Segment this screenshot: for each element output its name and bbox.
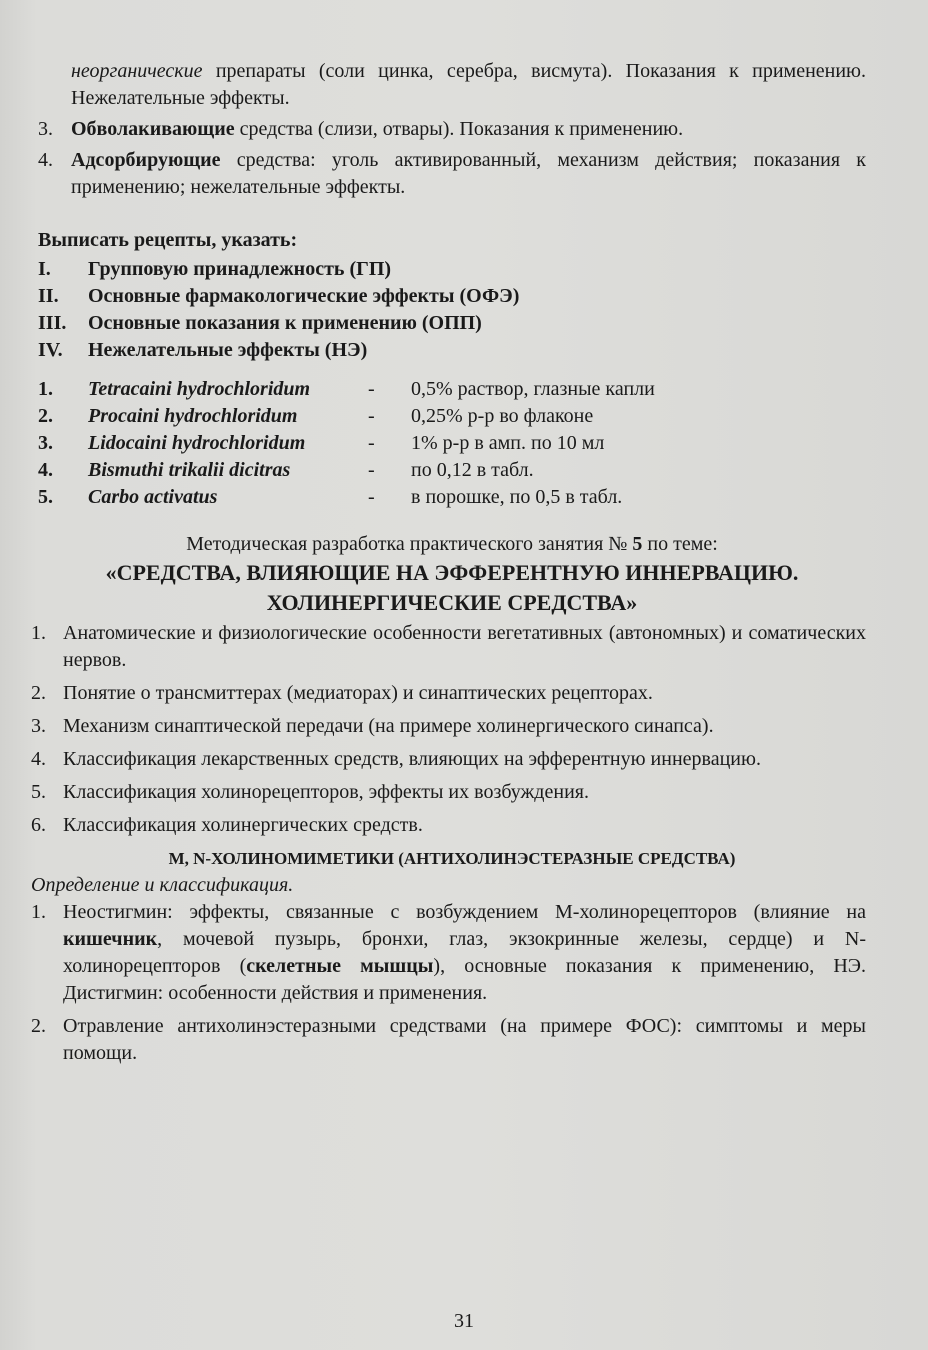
lesson-intro: Методическая разработка практического занятия № 5 по теме:	[186, 533, 718, 555]
point-item: 2. Отравление антихолинэстеразными средствами (на примере ФОС): симптомы и меры помощи.	[31, 1015, 866, 1064]
intro-text: препараты (соли цинка, серебра, висмута). Показания к применению. Нежелательные эффекты.	[71, 60, 866, 109]
item-bold: Обволакивающие	[71, 118, 235, 140]
list-item-4	[38, 147, 866, 201]
question-item: 2. Понятие о трансмиттерах (медиаторах) и синаптических рецепторах.	[31, 682, 653, 704]
item-text: средства (слизи, отвары). Показания к применению.	[234, 118, 684, 140]
recipe-row: 4. Bismuthi trikalii dicitras - по 0,12 в табл.	[38, 459, 534, 481]
lesson-title-line2: ХОЛИНЕРГИЧЕСКИЕ СРЕДСТВА»	[266, 590, 638, 615]
item-bold: Адсорбирующие	[71, 149, 221, 171]
intro-italic: неорганические	[71, 60, 203, 82]
intro-paragraph	[38, 58, 866, 112]
recipe-row: 3. Lidocaini hydrochloridum - 1% р-р в амп. по 10 мл	[38, 432, 605, 454]
recipe-list	[38, 376, 866, 511]
list-item-3	[38, 116, 866, 143]
recipe-row: 5. Carbo activatus - в порошке, по 0,5 в табл.	[38, 486, 623, 508]
points-list	[31, 899, 866, 1067]
document-body	[31, 58, 866, 1067]
roman-list	[38, 256, 866, 364]
item-text: средства: уголь активированный, механизм действия; показания к применению; нежелательные эффекты.	[71, 149, 866, 198]
item-number: 4.	[38, 149, 53, 171]
question-item: 5. Классификация холинорецепторов, эффекты их возбуждения.	[31, 781, 589, 803]
recipe-header: Выписать рецепты, указать:	[38, 229, 298, 251]
point-item: 1. Неостигмин: эффекты, связанные с возбуждением М-холинорецепторов (влияние на кишечник, мочевой пузырь, бронхи, глаз, экзокринные железы, сердце) и N-холинорецепторов (скелетные мышцы), основные показания к применению, НЭ. Дистигмин: особенности действия и применения.	[31, 901, 866, 1004]
definition-line: Определение и классификация.	[31, 874, 294, 896]
question-item: 3. Механизм синаптической передачи (на примере холинергического синапса).	[31, 715, 714, 737]
question-item: 4. Классификация лекарственных средств, влияющих на эфферентную иннервацию.	[31, 748, 761, 770]
lesson-title-line1: «СРЕДСТВА, ВЛИЯЮЩИЕ НА ЭФФЕРЕНТНУЮ ИННЕРВАЦИЮ.	[105, 560, 799, 585]
section-subhead: М, N-ХОЛИНОМИМЕТИКИ (АНТИХОЛИНЭСТЕРАЗНЫЕ СРЕДСТВА)	[168, 849, 736, 868]
item-number: 3.	[38, 118, 53, 140]
questions-list	[31, 620, 866, 839]
question-item: 1. Анатомические и физиологические особенности вегетативных (автономных) и соматических нервов.	[31, 622, 866, 671]
page-number: 31	[454, 1310, 474, 1332]
roman-item: III. Основные показания к применению (ОПП)	[38, 312, 482, 334]
recipe-row: 2. Procaini hydrochloridum - 0,25% р-р во флаконе	[38, 405, 594, 427]
roman-item: II. Основные фармакологические эффекты (ОФЭ)	[38, 285, 520, 307]
question-item: 6. Классификация холинергических средств.	[31, 814, 423, 836]
roman-item: IV. Нежелательные эффекты (НЭ)	[38, 339, 368, 361]
roman-item: I. Групповую принадлежность (ГП)	[38, 258, 392, 280]
recipe-row: 1. Tetracaini hydrochloridum - 0,5% раствор, глазные капли	[38, 378, 655, 400]
